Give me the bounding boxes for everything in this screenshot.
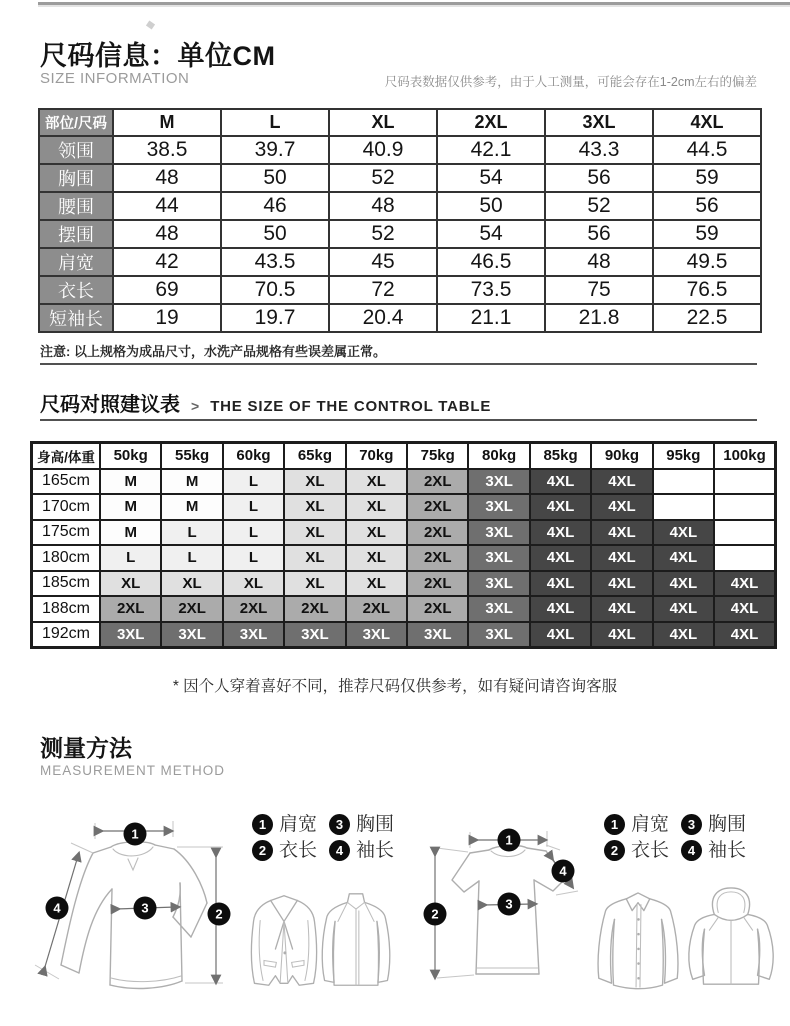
size-value-cell: 21.8 bbox=[545, 304, 653, 332]
recommend-table-corner-label: 身高/体重 bbox=[32, 443, 101, 469]
size-value-cell: 56 bbox=[653, 192, 761, 220]
size-value-cell: 50 bbox=[221, 220, 329, 248]
recommended-size-cell: XL bbox=[346, 469, 407, 495]
chevron-right-icon: > bbox=[191, 398, 200, 414]
svg-text:4: 4 bbox=[53, 900, 61, 916]
recommended-size-cell: 3XL bbox=[468, 545, 529, 571]
size-value-cell: 73.5 bbox=[437, 276, 545, 304]
size-table-row bbox=[39, 136, 761, 164]
recommended-size-cell: XL bbox=[284, 571, 345, 597]
recommend-table-row bbox=[32, 545, 776, 571]
size-value-cell: 44 bbox=[113, 192, 221, 220]
measure-part-label: 胸围 bbox=[39, 164, 113, 192]
weight-column-header: 100kg bbox=[714, 443, 775, 469]
recommend-section-header bbox=[40, 388, 491, 417]
legend-label: 袖长 bbox=[356, 840, 395, 861]
recommended-size-cell: 2XL bbox=[284, 596, 345, 622]
recommended-size-cell: 2XL bbox=[161, 596, 222, 622]
recommended-size-cell: 4XL bbox=[653, 596, 714, 622]
recommended-size-cell: L bbox=[223, 494, 284, 520]
legend-label: 衣长 bbox=[631, 840, 670, 861]
size-value-cell: 38.5 bbox=[113, 136, 221, 164]
recommended-size-cell: 4XL bbox=[591, 469, 652, 495]
recommended-size-cell: 3XL bbox=[468, 494, 529, 520]
recommended-size-cell: 4XL bbox=[530, 469, 591, 495]
marker-3 bbox=[498, 893, 521, 916]
size-value-cell: 59 bbox=[653, 220, 761, 248]
recommended-size-cell: 4XL bbox=[530, 622, 591, 648]
paper-speck-decoration bbox=[146, 21, 155, 30]
recommended-size-cell: L bbox=[161, 545, 222, 571]
recommended-size-cell: XL bbox=[346, 545, 407, 571]
svg-text:3: 3 bbox=[505, 896, 513, 912]
recommended-size-cell: 3XL bbox=[223, 622, 284, 648]
recommended-size-cell: 4XL bbox=[653, 622, 714, 648]
size-value-cell: 75 bbox=[545, 276, 653, 304]
svg-text:1: 1 bbox=[505, 832, 513, 848]
weight-column-header: 60kg bbox=[223, 443, 284, 469]
size-value-cell: 45 bbox=[329, 248, 437, 276]
size-value-cell: 52 bbox=[329, 164, 437, 192]
size-column-header: L bbox=[221, 109, 329, 136]
legend-label: 肩宽 bbox=[631, 814, 670, 835]
recommended-size-cell: 2XL bbox=[407, 494, 468, 520]
legend-label: 胸围 bbox=[356, 814, 395, 835]
recommended-size-cell: M bbox=[161, 469, 222, 495]
recommended-size-cell: XL bbox=[284, 545, 345, 571]
recommended-size-cell: 2XL bbox=[346, 596, 407, 622]
recommended-size-cell: 3XL bbox=[161, 622, 222, 648]
recommended-size-cell: 2XL bbox=[407, 469, 468, 495]
size-table-row bbox=[39, 304, 761, 332]
recommended-size-cell: XL bbox=[100, 571, 161, 597]
size-value-cell: 43.3 bbox=[545, 136, 653, 164]
legend-label: 衣长 bbox=[279, 840, 318, 861]
empty-size-cell bbox=[714, 469, 775, 495]
size-value-cell: 48 bbox=[545, 248, 653, 276]
recommended-size-cell: 2XL bbox=[407, 520, 468, 546]
recommended-size-cell: 4XL bbox=[591, 571, 652, 597]
recommended-size-cell: 4XL bbox=[653, 571, 714, 597]
recommended-size-cell: 2XL bbox=[407, 596, 468, 622]
legend-item-sleeve bbox=[681, 840, 746, 861]
size-column-header: 2XL bbox=[437, 109, 545, 136]
sweatshirt-measure-diagram bbox=[33, 813, 245, 1018]
recommended-size-cell: 3XL bbox=[100, 622, 161, 648]
recommended-size-cell: 4XL bbox=[591, 545, 652, 571]
height-row-label: 170cm bbox=[32, 494, 101, 520]
recommend-section-subtitle: THE SIZE OF THE CONTROL TABLE bbox=[210, 398, 492, 415]
measurement-disclaimer: 尺码表数据仅供参考，由于人工测量，可能会存在1-2cm左右的偏差 bbox=[384, 75, 757, 89]
size-table bbox=[38, 108, 762, 333]
recommend-table-row bbox=[32, 494, 776, 520]
recommended-size-cell: 3XL bbox=[284, 622, 345, 648]
weight-column-header: 65kg bbox=[284, 443, 345, 469]
weight-column-header: 70kg bbox=[346, 443, 407, 469]
size-value-cell: 54 bbox=[437, 164, 545, 192]
recommend-table-header-row bbox=[32, 443, 776, 469]
recommended-size-cell: M bbox=[100, 520, 161, 546]
size-value-cell: 22.5 bbox=[653, 304, 761, 332]
empty-size-cell bbox=[714, 494, 775, 520]
tshirt-measure-diagram bbox=[420, 828, 590, 990]
marker-2 bbox=[208, 903, 231, 926]
size-value-cell: 48 bbox=[113, 164, 221, 192]
recommended-size-cell: 3XL bbox=[346, 622, 407, 648]
size-value-cell: 50 bbox=[437, 192, 545, 220]
size-column-header: XL bbox=[329, 109, 437, 136]
size-table-row bbox=[39, 276, 761, 304]
weight-column-header: 75kg bbox=[407, 443, 468, 469]
recommended-size-cell: 3XL bbox=[468, 469, 529, 495]
size-table-row bbox=[39, 220, 761, 248]
recommended-size-cell: 4XL bbox=[591, 520, 652, 546]
blazer-icon bbox=[244, 890, 324, 990]
measure-part-label: 肩宽 bbox=[39, 248, 113, 276]
recommended-size-cell: 4XL bbox=[653, 545, 714, 571]
recommended-size-cell: 4XL bbox=[530, 571, 591, 597]
size-value-cell: 48 bbox=[329, 192, 437, 220]
legend-marker-1-icon: 1 bbox=[252, 814, 273, 835]
recommended-size-cell: 4XL bbox=[530, 596, 591, 622]
size-value-cell: 20.4 bbox=[329, 304, 437, 332]
measure-section-title: 测量方法 bbox=[40, 735, 132, 761]
button-shirt-icon bbox=[593, 890, 685, 992]
recommended-size-cell: 4XL bbox=[530, 545, 591, 571]
svg-text:2: 2 bbox=[431, 906, 439, 922]
legend-label: 袖长 bbox=[708, 840, 747, 861]
measure-part-label: 摆围 bbox=[39, 220, 113, 248]
recommended-size-cell: XL bbox=[346, 571, 407, 597]
legend-item-chest bbox=[329, 814, 394, 835]
recommended-size-cell: L bbox=[100, 545, 161, 571]
legend-label: 肩宽 bbox=[279, 814, 318, 835]
empty-size-cell bbox=[653, 494, 714, 520]
size-value-cell: 76.5 bbox=[653, 276, 761, 304]
size-column-header: 4XL bbox=[653, 109, 761, 136]
legend-item-length bbox=[604, 840, 669, 861]
legend-item-sleeve bbox=[329, 840, 394, 861]
recommended-size-cell: L bbox=[161, 520, 222, 546]
recommended-size-cell: 3XL bbox=[468, 520, 529, 546]
recommend-section-title: 尺码对照建议表 bbox=[40, 394, 180, 416]
recommended-size-cell: 4XL bbox=[653, 520, 714, 546]
svg-text:3: 3 bbox=[141, 900, 149, 916]
size-value-cell: 21.1 bbox=[437, 304, 545, 332]
legend-item-shoulder bbox=[252, 814, 317, 835]
legend-item-shoulder bbox=[604, 814, 669, 835]
height-row-label: 165cm bbox=[32, 469, 101, 495]
recommended-size-cell: 4XL bbox=[591, 596, 652, 622]
page-subtitle: SIZE INFORMATION bbox=[40, 70, 190, 87]
size-value-cell: 50 bbox=[221, 164, 329, 192]
recommended-size-cell: 2XL bbox=[407, 571, 468, 597]
recommend-table-row bbox=[32, 469, 776, 495]
recommended-size-cell: L bbox=[223, 520, 284, 546]
marker-4 bbox=[552, 860, 575, 883]
recommended-size-cell: 4XL bbox=[714, 596, 775, 622]
size-column-header: 3XL bbox=[545, 109, 653, 136]
weight-column-header: 55kg bbox=[161, 443, 222, 469]
size-value-cell: 46 bbox=[221, 192, 329, 220]
size-value-cell: 39.7 bbox=[221, 136, 329, 164]
height-row-label: 192cm bbox=[32, 622, 101, 648]
section-divider bbox=[40, 419, 757, 421]
measure-legend bbox=[252, 814, 394, 861]
recommended-size-cell: 4XL bbox=[591, 622, 652, 648]
recommended-size-cell: M bbox=[100, 469, 161, 495]
size-table-row bbox=[39, 192, 761, 220]
marker-1 bbox=[124, 823, 147, 846]
size-value-cell: 56 bbox=[545, 220, 653, 248]
size-value-cell: 19.7 bbox=[221, 304, 329, 332]
legend-marker-3-icon: 3 bbox=[681, 814, 702, 835]
weight-column-header: 80kg bbox=[468, 443, 529, 469]
recommend-table-note: * 因个人穿着喜好不同，推荐尺码仅供参考，如有疑问请咨询客服 bbox=[172, 678, 618, 695]
empty-size-cell bbox=[714, 545, 775, 571]
recommended-size-cell: XL bbox=[284, 469, 345, 495]
height-row-label: 188cm bbox=[32, 596, 101, 622]
legend-marker-2-icon: 2 bbox=[252, 840, 273, 861]
torn-paper-shadow bbox=[38, 5, 790, 7]
weight-column-header: 95kg bbox=[653, 443, 714, 469]
zip-jacket-icon bbox=[316, 890, 396, 990]
size-value-cell: 44.5 bbox=[653, 136, 761, 164]
recommended-size-cell: 2XL bbox=[223, 596, 284, 622]
height-row-label: 180cm bbox=[32, 545, 101, 571]
size-value-cell: 52 bbox=[545, 192, 653, 220]
size-value-cell: 43.5 bbox=[221, 248, 329, 276]
weight-column-header: 50kg bbox=[100, 443, 161, 469]
size-value-cell: 54 bbox=[437, 220, 545, 248]
weight-column-header: 90kg bbox=[591, 443, 652, 469]
size-value-cell: 42 bbox=[113, 248, 221, 276]
recommended-size-cell: XL bbox=[284, 494, 345, 520]
legend-item-length bbox=[252, 840, 317, 861]
recommended-size-cell: M bbox=[100, 494, 161, 520]
recommended-size-cell: 2XL bbox=[100, 596, 161, 622]
size-value-cell: 59 bbox=[653, 164, 761, 192]
size-value-cell: 52 bbox=[329, 220, 437, 248]
marker-2 bbox=[424, 903, 447, 926]
section-divider bbox=[40, 363, 757, 365]
size-value-cell: 69 bbox=[113, 276, 221, 304]
size-value-cell: 72 bbox=[329, 276, 437, 304]
measure-part-label: 领围 bbox=[39, 136, 113, 164]
legend-marker-1-icon: 1 bbox=[604, 814, 625, 835]
recommended-size-cell: XL bbox=[346, 520, 407, 546]
legend-label: 胸围 bbox=[708, 814, 747, 835]
size-value-cell: 48 bbox=[113, 220, 221, 248]
legend-marker-4-icon: 4 bbox=[329, 840, 350, 861]
marker-4 bbox=[46, 897, 69, 920]
recommend-table bbox=[30, 441, 777, 649]
recommend-table-row bbox=[32, 596, 776, 622]
legend-marker-4-icon: 4 bbox=[681, 840, 702, 861]
measure-part-label: 腰围 bbox=[39, 192, 113, 220]
measure-section-subtitle: MEASUREMENT METHOD bbox=[40, 763, 226, 778]
weight-column-header: 85kg bbox=[530, 443, 591, 469]
recommended-size-cell: XL bbox=[284, 520, 345, 546]
size-table-header-row bbox=[39, 109, 761, 136]
svg-text:1: 1 bbox=[131, 826, 139, 842]
recommend-table-row bbox=[32, 622, 776, 648]
size-value-cell: 49.5 bbox=[653, 248, 761, 276]
recommended-size-cell: 4XL bbox=[591, 494, 652, 520]
measure-part-label: 短袖长 bbox=[39, 304, 113, 332]
size-table-note: 注意: 以上规格为成品尺寸，水洗产品规格有些误差属正常。 bbox=[40, 344, 386, 359]
marker-3 bbox=[134, 897, 157, 920]
recommended-size-cell: 2XL bbox=[407, 545, 468, 571]
size-value-cell: 40.9 bbox=[329, 136, 437, 164]
recommended-size-cell: 4XL bbox=[714, 571, 775, 597]
size-table-corner-label: 部位/尺码 bbox=[39, 109, 113, 136]
recommend-table-row bbox=[32, 571, 776, 597]
recommended-size-cell: M bbox=[161, 494, 222, 520]
recommended-size-cell: 4XL bbox=[530, 520, 591, 546]
measure-legend bbox=[604, 814, 746, 861]
recommend-table-row bbox=[32, 520, 776, 546]
size-value-cell: 46.5 bbox=[437, 248, 545, 276]
size-value-cell: 56 bbox=[545, 164, 653, 192]
recommended-size-cell: 4XL bbox=[714, 622, 775, 648]
measure-part-label: 衣长 bbox=[39, 276, 113, 304]
recommended-size-cell: XL bbox=[161, 571, 222, 597]
empty-size-cell bbox=[653, 469, 714, 495]
recommended-size-cell: 3XL bbox=[407, 622, 468, 648]
recommended-size-cell: 4XL bbox=[530, 494, 591, 520]
legend-marker-3-icon: 3 bbox=[329, 814, 350, 835]
recommended-size-cell: L bbox=[223, 469, 284, 495]
page-title: 尺码信息：单位CM bbox=[40, 41, 276, 71]
recommended-size-cell: 3XL bbox=[468, 596, 529, 622]
recommended-size-cell: 3XL bbox=[468, 622, 529, 648]
recommended-size-cell: XL bbox=[346, 494, 407, 520]
size-value-cell: 70.5 bbox=[221, 276, 329, 304]
recommended-size-cell: L bbox=[223, 545, 284, 571]
marker-1 bbox=[498, 829, 521, 852]
sweatshirt-outline bbox=[61, 842, 207, 989]
size-value-cell: 42.1 bbox=[437, 136, 545, 164]
size-table-row bbox=[39, 164, 761, 192]
size-value-cell: 19 bbox=[113, 304, 221, 332]
recommended-size-cell: 3XL bbox=[468, 571, 529, 597]
empty-size-cell bbox=[714, 520, 775, 546]
size-column-header: M bbox=[113, 109, 221, 136]
height-row-label: 175cm bbox=[32, 520, 101, 546]
hoodie-icon bbox=[683, 885, 780, 995]
legend-item-chest bbox=[681, 814, 746, 835]
legend-marker-2-icon: 2 bbox=[604, 840, 625, 861]
svg-text:2: 2 bbox=[215, 906, 223, 922]
svg-text:4: 4 bbox=[559, 863, 567, 879]
height-row-label: 185cm bbox=[32, 571, 101, 597]
recommended-size-cell: XL bbox=[223, 571, 284, 597]
size-table-row bbox=[39, 248, 761, 276]
